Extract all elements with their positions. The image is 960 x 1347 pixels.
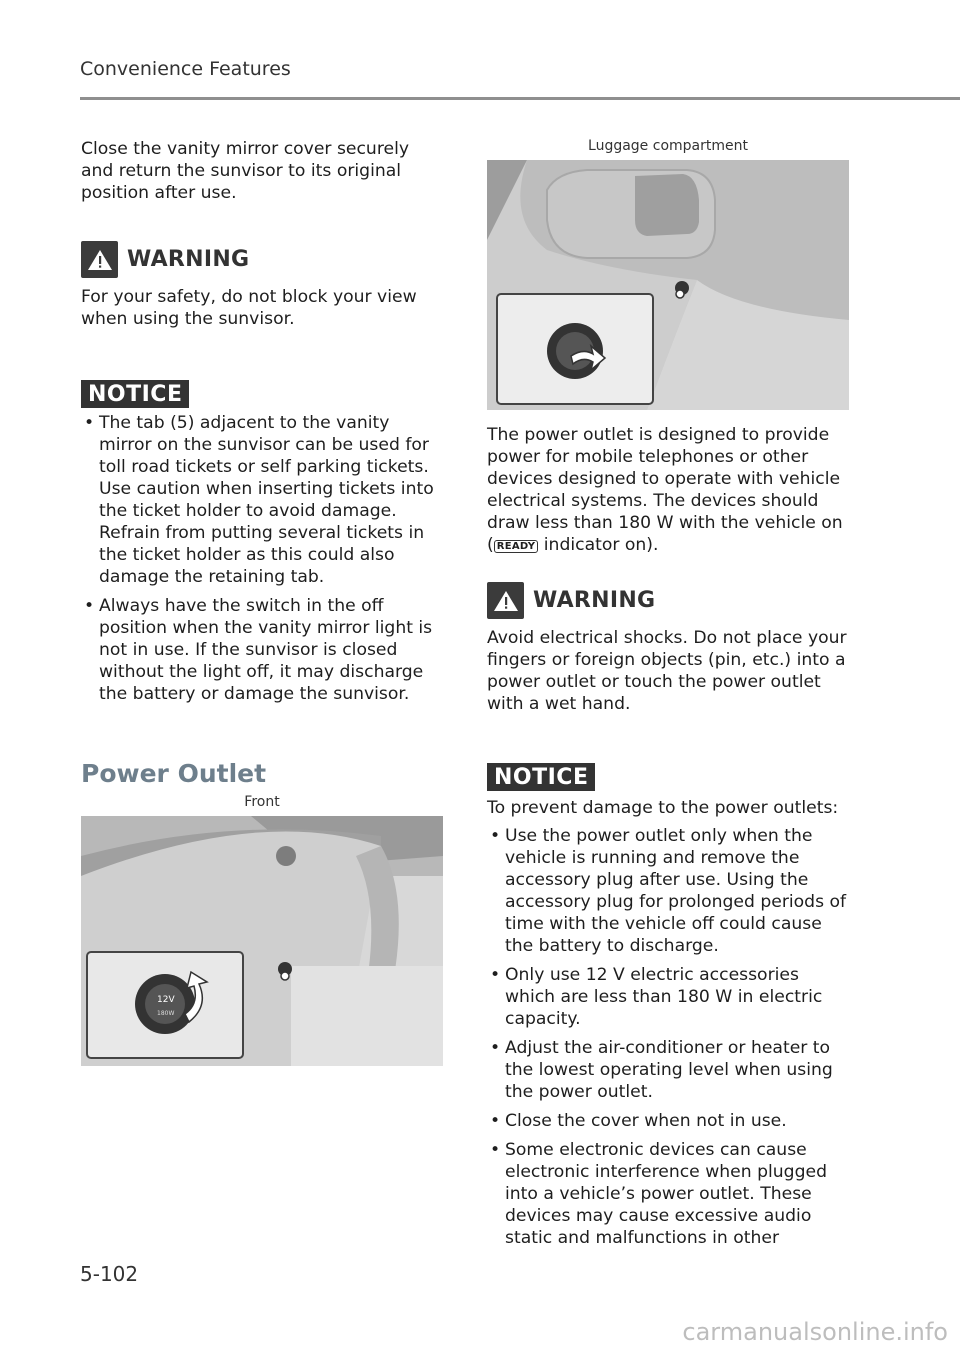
page-number: 5-102 xyxy=(80,1262,139,1286)
list-item: • Use the power outlet only when the vehicle is running and remove the accessory plug after use. Using the accessory plug for prolonged periods of time with the vehicle off could cause the battery to discharge. xyxy=(487,825,849,957)
inset-label-watt: 180W xyxy=(157,1010,175,1017)
intro-paragraph: Close the vanity mirror cover securely and return the sunvisor to its original position after use. xyxy=(81,139,410,203)
luggage-power-outlet-illustration xyxy=(487,160,849,410)
list-item: • Always have the switch in the off position when the vanity mirror light is not in use. If the sunvisor is closed without the light off, it may discharge the battery or damage the sunvisor. xyxy=(81,595,443,705)
watermark[interactable]: carmanualsonline.info xyxy=(682,1318,948,1346)
list-item: • Some electronic devices can cause electronic interference when plugged into a vehicle’s power outlet. These devices may cause excessive audio static and malfunctions in other xyxy=(487,1139,849,1249)
notice-intro: To prevent damage to the power outlets: xyxy=(487,798,839,818)
warning-title: WARNING xyxy=(533,588,656,613)
right-column xyxy=(487,138,849,1256)
left-column xyxy=(81,138,443,1066)
list-item: • The tab (5) adjacent to the vanity mirror on the sunvisor can be used for toll road tickets or self parking tickets. Use caution when inserting tickets into the ticket holder to avoid damage. Refrain from putting several tickets in the ticket holder as this could also damage the retaining tab. xyxy=(81,412,443,588)
section-header: Convenience Features xyxy=(80,58,291,80)
list-item: • Adjust the air-conditioner or heater to the lowest operating level when using the power outlet. xyxy=(487,1037,849,1103)
warning-triangle-icon xyxy=(81,241,118,278)
warning-heading xyxy=(487,582,849,619)
notice-list xyxy=(81,412,443,705)
notice-list xyxy=(487,825,849,1249)
notice-badge: NOTICE xyxy=(81,380,189,408)
description-text: The power outlet is designed to provide power for mobile telephones or other devices designed to operate with vehicle electrical systems. The devices should draw less than 180 W with the vehicle on ( xyxy=(487,425,843,555)
list-item: • Close the cover when not in use. xyxy=(487,1110,849,1132)
ready-indicator-icon: READY xyxy=(494,540,539,553)
description-paragraph xyxy=(487,424,849,558)
warning-title: WARNING xyxy=(127,247,250,272)
header-divider xyxy=(80,97,960,100)
figure-caption: Luggage compartment xyxy=(588,138,748,154)
section-title: Power Outlet xyxy=(81,759,267,788)
front-power-outlet-illustration xyxy=(81,816,443,1066)
warning-triangle-icon xyxy=(487,582,524,619)
description-text-end: indicator on). xyxy=(538,535,659,555)
warning-text: For your safety, do not block your view when using the sunvisor. xyxy=(81,287,417,329)
notice-badge: NOTICE xyxy=(487,763,595,791)
figure-caption: Front xyxy=(244,794,280,810)
inset-label-volt: 12V xyxy=(157,995,175,1005)
warning-heading xyxy=(81,241,443,278)
warning-text: Avoid electrical shocks. Do not place your fingers or foreign objects (pin, etc.) into a power outlet or touch the power outlet with a wet hand. xyxy=(487,628,847,714)
list-item: • Only use 12 V electric accessories which are less than 180 W in electric capacity. xyxy=(487,964,849,1030)
